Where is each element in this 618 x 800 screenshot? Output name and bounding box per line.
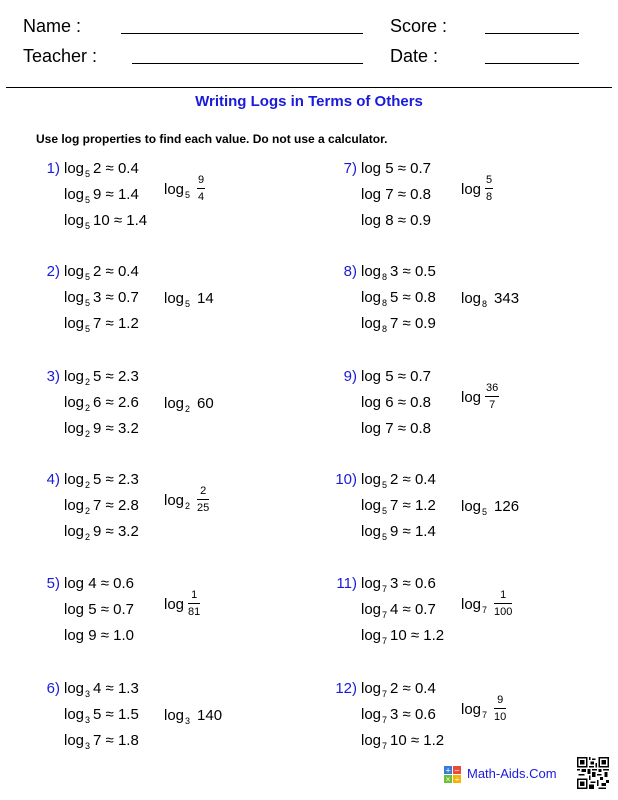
fraction bbox=[197, 174, 205, 204]
given-statement bbox=[64, 601, 134, 618]
given-value: 7 ≈ 1.8 bbox=[93, 732, 139, 749]
problem-number: 5) bbox=[46, 575, 60, 592]
fraction-numerator: 2 bbox=[197, 485, 209, 500]
log-base: 5 bbox=[85, 195, 91, 205]
given-statement bbox=[361, 601, 436, 618]
given-statement bbox=[361, 394, 431, 411]
given-statement bbox=[64, 212, 147, 229]
problem-number: 6) bbox=[46, 680, 60, 697]
log-word: log bbox=[164, 289, 185, 307]
log-base: 5 bbox=[85, 272, 91, 282]
log-word: log bbox=[164, 706, 185, 724]
log-word: log bbox=[361, 368, 382, 385]
given-statement bbox=[64, 627, 134, 644]
given-value: 3 ≈ 0.7 bbox=[93, 289, 139, 306]
target-expression bbox=[461, 694, 506, 724]
log-base: 2 bbox=[85, 506, 91, 516]
log-base: 3 bbox=[185, 716, 191, 727]
log-argument: 60 bbox=[197, 394, 214, 412]
given-value: 5 ≈ 1.5 bbox=[93, 706, 139, 723]
target-expression bbox=[461, 589, 512, 619]
log-word: log bbox=[361, 289, 382, 306]
score-label: Score : bbox=[390, 16, 448, 36]
given-value: 10 ≈ 1.2 bbox=[390, 627, 445, 644]
given-value: 9 ≈ 1.4 bbox=[390, 523, 436, 540]
given-statement bbox=[361, 471, 436, 488]
log-base: 5 bbox=[85, 221, 91, 231]
given-value: 5 ≈ 0.7 bbox=[88, 601, 134, 618]
log-base: 2 bbox=[85, 532, 91, 542]
log-base: 7 bbox=[382, 636, 388, 646]
given-statement bbox=[361, 420, 431, 437]
given-statement bbox=[64, 315, 139, 332]
target-expression bbox=[164, 289, 214, 310]
log-base: 5 bbox=[185, 299, 191, 310]
svg-text:×: × bbox=[445, 775, 451, 783]
log-base: 2 bbox=[85, 403, 91, 413]
svg-text:+: + bbox=[445, 766, 451, 775]
log-word: log bbox=[361, 601, 382, 618]
log-base: 2 bbox=[85, 429, 91, 439]
problem bbox=[36, 575, 326, 665]
log-base: 2 bbox=[185, 404, 191, 415]
log-word: log bbox=[361, 627, 382, 644]
log-word: log bbox=[361, 706, 382, 723]
log-word: log bbox=[361, 315, 382, 332]
problem-number: 7) bbox=[343, 160, 357, 177]
log-base: 7 bbox=[482, 710, 488, 720]
log-word: log bbox=[461, 388, 482, 406]
math-aids-logo-icon bbox=[444, 766, 461, 783]
given-value: 10 ≈ 1.2 bbox=[390, 732, 445, 749]
given-statement bbox=[64, 732, 139, 749]
given-value: 5 ≈ 2.3 bbox=[93, 471, 139, 488]
log-base: 7 bbox=[382, 715, 388, 725]
fraction bbox=[188, 589, 200, 619]
problem bbox=[36, 263, 326, 353]
problem-number: 2) bbox=[46, 263, 60, 280]
target-expression bbox=[461, 497, 520, 518]
log-word: log bbox=[64, 601, 85, 618]
given-value: 9 ≈ 3.2 bbox=[93, 420, 139, 437]
fraction-denominator: 10 bbox=[494, 711, 507, 723]
log-base: 8 bbox=[482, 299, 488, 310]
log-word: log bbox=[64, 627, 85, 644]
given-statement bbox=[64, 497, 139, 514]
given-value: 3 ≈ 0.6 bbox=[390, 706, 436, 723]
log-word: log bbox=[461, 497, 482, 515]
log-argument: 343 bbox=[494, 289, 520, 307]
fraction-denominator: 100 bbox=[494, 606, 513, 618]
fraction bbox=[197, 485, 209, 515]
fraction-denominator: 81 bbox=[188, 606, 201, 618]
log-word: log bbox=[64, 263, 85, 280]
log-base: 8 bbox=[382, 272, 388, 282]
log-base: 7 bbox=[382, 584, 388, 594]
given-statement bbox=[64, 680, 139, 697]
log-word: log bbox=[361, 160, 382, 177]
target-expression bbox=[461, 174, 493, 204]
given-statement bbox=[361, 315, 436, 332]
log-word: log bbox=[64, 315, 85, 332]
log-base: 2 bbox=[85, 377, 91, 387]
given-value: 5 ≈ 0.7 bbox=[385, 160, 431, 177]
given-statement bbox=[64, 368, 139, 385]
problem bbox=[36, 160, 326, 250]
log-word: log bbox=[64, 523, 85, 540]
problem bbox=[333, 263, 618, 353]
log-argument: 14 bbox=[197, 289, 214, 307]
given-value: 3 ≈ 0.5 bbox=[390, 263, 436, 280]
given-statement bbox=[64, 523, 139, 540]
given-value: 5 ≈ 0.7 bbox=[385, 368, 431, 385]
target-expression bbox=[164, 174, 205, 204]
given-statement bbox=[361, 497, 436, 514]
date-line[interactable] bbox=[485, 63, 579, 64]
given-value: 2 ≈ 0.4 bbox=[93, 263, 139, 280]
log-word: log bbox=[361, 212, 382, 229]
given-value: 6 ≈ 0.8 bbox=[385, 394, 431, 411]
log-word: log bbox=[64, 160, 85, 177]
target-expression bbox=[164, 589, 200, 619]
fraction-numerator: 36 bbox=[485, 382, 499, 397]
problem-number: 12) bbox=[335, 680, 357, 697]
given-statement bbox=[64, 706, 139, 723]
fraction-denominator: 8 bbox=[486, 191, 493, 203]
score-line[interactable] bbox=[485, 33, 579, 34]
log-word: log bbox=[361, 575, 382, 592]
log-word: log bbox=[64, 706, 85, 723]
problem-number: 11) bbox=[336, 575, 357, 592]
svg-text:−: − bbox=[454, 766, 460, 775]
problem-number: 1) bbox=[46, 160, 60, 177]
name-line[interactable] bbox=[121, 33, 363, 34]
given-value: 4 ≈ 0.7 bbox=[390, 601, 436, 618]
target-expression bbox=[461, 382, 499, 412]
fraction-denominator: 7 bbox=[489, 399, 496, 411]
given-value: 7 ≈ 0.9 bbox=[390, 315, 436, 332]
worksheet-title: Writing Logs in Terms of Others bbox=[195, 93, 423, 110]
log-word: log bbox=[64, 186, 85, 203]
problem bbox=[333, 680, 618, 770]
log-base: 2 bbox=[85, 480, 91, 490]
log-word: log bbox=[64, 732, 85, 749]
problem-number: 3) bbox=[46, 368, 60, 385]
given-value: 2 ≈ 0.4 bbox=[390, 471, 436, 488]
given-statement bbox=[361, 368, 431, 385]
given-value: 4 ≈ 1.3 bbox=[93, 680, 139, 697]
fraction-numerator: 5 bbox=[485, 174, 493, 189]
log-word: log bbox=[461, 700, 482, 718]
fraction-numerator: 1 bbox=[188, 589, 200, 604]
header-divider bbox=[6, 87, 612, 88]
given-statement bbox=[361, 263, 436, 280]
given-statement bbox=[361, 732, 444, 749]
fraction bbox=[494, 589, 512, 619]
fraction-numerator: 9 bbox=[197, 174, 205, 189]
problem bbox=[333, 368, 618, 458]
target-expression bbox=[164, 485, 209, 515]
log-word: log bbox=[361, 523, 382, 540]
fraction bbox=[485, 174, 493, 204]
given-value: 9 ≈ 1.4 bbox=[93, 186, 139, 203]
log-base: 5 bbox=[85, 298, 91, 308]
given-statement bbox=[64, 394, 139, 411]
log-word: log bbox=[164, 595, 185, 613]
log-base: 8 bbox=[382, 324, 388, 334]
given-value: 7 ≈ 2.8 bbox=[93, 497, 139, 514]
fraction-numerator: 1 bbox=[494, 589, 512, 604]
log-base: 7 bbox=[382, 741, 388, 751]
given-value: 8 ≈ 0.9 bbox=[385, 212, 431, 229]
log-base: 3 bbox=[85, 741, 91, 751]
given-value: 2 ≈ 0.4 bbox=[390, 680, 436, 697]
given-statement bbox=[64, 471, 139, 488]
given-value: 7 ≈ 1.2 bbox=[93, 315, 139, 332]
log-word: log bbox=[64, 289, 85, 306]
problem-number: 4) bbox=[46, 471, 60, 488]
problem bbox=[36, 368, 326, 458]
problem bbox=[333, 471, 618, 561]
log-word: log bbox=[361, 732, 382, 749]
target-expression bbox=[164, 394, 214, 415]
log-word: log bbox=[361, 680, 382, 697]
log-base: 3 bbox=[85, 715, 91, 725]
given-statement bbox=[361, 627, 444, 644]
log-word: log bbox=[461, 180, 482, 198]
given-value: 7 ≈ 0.8 bbox=[385, 420, 431, 437]
log-word: log bbox=[461, 289, 482, 307]
qr-code-icon bbox=[577, 757, 609, 789]
log-word: log bbox=[361, 186, 382, 203]
given-value: 10 ≈ 1.4 bbox=[93, 212, 148, 229]
instructions: Use log properties to find each value. Do not use a calculator. bbox=[36, 132, 388, 146]
log-base: 8 bbox=[382, 298, 388, 308]
problem-number: 8) bbox=[343, 263, 357, 280]
log-base: 5 bbox=[185, 190, 191, 200]
log-base: 5 bbox=[382, 480, 388, 490]
problem-number: 9) bbox=[343, 368, 357, 385]
given-statement bbox=[361, 706, 436, 723]
log-word: log bbox=[64, 368, 85, 385]
given-statement bbox=[64, 289, 139, 306]
log-base: 5 bbox=[85, 324, 91, 334]
log-base: 7 bbox=[382, 610, 388, 620]
log-argument: 126 bbox=[494, 497, 520, 515]
problem bbox=[333, 575, 618, 665]
fraction-denominator: 4 bbox=[198, 191, 205, 203]
log-word: log bbox=[64, 420, 85, 437]
given-value: 9 ≈ 3.2 bbox=[93, 523, 139, 540]
log-word: log bbox=[361, 394, 382, 411]
given-value: 5 ≈ 0.8 bbox=[390, 289, 436, 306]
log-word: log bbox=[361, 420, 382, 437]
problem bbox=[333, 160, 618, 250]
given-statement bbox=[361, 186, 431, 203]
given-statement bbox=[361, 523, 436, 540]
log-word: log bbox=[64, 394, 85, 411]
log-base: 2 bbox=[185, 501, 191, 511]
svg-text:÷: ÷ bbox=[454, 775, 460, 783]
log-word: log bbox=[64, 212, 85, 229]
given-value: 3 ≈ 0.6 bbox=[390, 575, 436, 592]
given-statement bbox=[361, 289, 436, 306]
log-base: 5 bbox=[382, 532, 388, 542]
log-base: 5 bbox=[85, 169, 91, 179]
date-label: Date : bbox=[390, 46, 439, 66]
log-word: log bbox=[164, 394, 185, 412]
given-value: 5 ≈ 2.3 bbox=[93, 368, 139, 385]
target-expression bbox=[164, 706, 223, 727]
given-value: 6 ≈ 2.6 bbox=[93, 394, 139, 411]
log-argument: 140 bbox=[197, 706, 223, 724]
log-word: log bbox=[164, 180, 185, 198]
log-word: log bbox=[64, 575, 85, 592]
name-label: Name : bbox=[23, 16, 82, 36]
log-word: log bbox=[361, 263, 382, 280]
given-statement bbox=[361, 575, 436, 592]
log-word: log bbox=[361, 471, 382, 488]
given-value: 7 ≈ 1.2 bbox=[390, 497, 436, 514]
log-word: log bbox=[361, 497, 382, 514]
fraction bbox=[494, 694, 506, 724]
log-base: 7 bbox=[482, 605, 488, 615]
log-base: 3 bbox=[85, 689, 91, 699]
log-base: 5 bbox=[382, 506, 388, 516]
footer-site[interactable]: Math-Aids.Com bbox=[467, 766, 557, 781]
problem bbox=[36, 471, 326, 561]
log-base: 7 bbox=[382, 689, 388, 699]
problem bbox=[36, 680, 326, 770]
log-word: log bbox=[64, 471, 85, 488]
teacher-label: Teacher : bbox=[23, 46, 98, 66]
given-value: 9 ≈ 1.0 bbox=[88, 627, 134, 644]
log-word: log bbox=[64, 680, 85, 697]
problem-number: 10) bbox=[335, 471, 357, 488]
given-statement bbox=[64, 160, 139, 177]
given-statement bbox=[361, 680, 436, 697]
log-word: log bbox=[64, 497, 85, 514]
given-statement bbox=[64, 575, 134, 592]
given-statement bbox=[64, 263, 139, 280]
target-expression bbox=[461, 289, 520, 310]
teacher-line[interactable] bbox=[132, 63, 363, 64]
given-value: 4 ≈ 0.6 bbox=[88, 575, 134, 592]
given-statement bbox=[361, 160, 431, 177]
given-value: 7 ≈ 0.8 bbox=[385, 186, 431, 203]
given-statement bbox=[64, 186, 139, 203]
log-word: log bbox=[164, 491, 185, 509]
given-statement bbox=[64, 420, 139, 437]
fraction-numerator: 9 bbox=[494, 694, 506, 709]
log-word: log bbox=[461, 595, 482, 613]
fraction bbox=[485, 382, 499, 412]
given-statement bbox=[361, 212, 431, 229]
given-value: 2 ≈ 0.4 bbox=[93, 160, 139, 177]
log-base: 5 bbox=[482, 507, 488, 518]
fraction-denominator: 25 bbox=[197, 502, 210, 514]
